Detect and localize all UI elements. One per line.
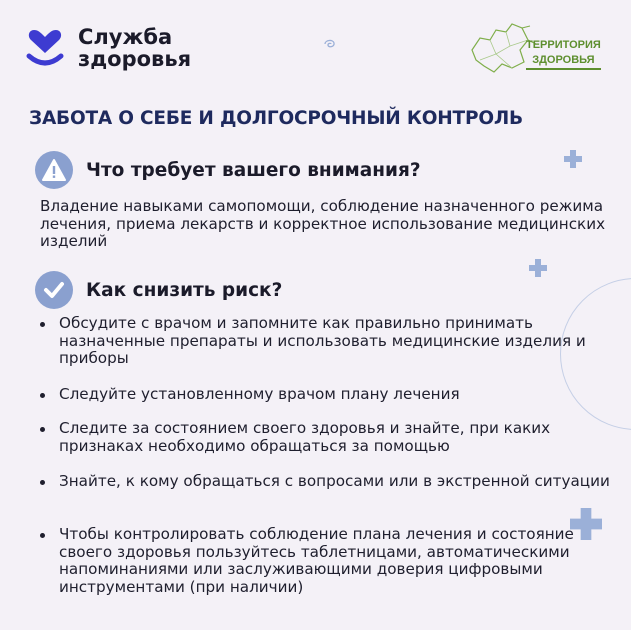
risk-title: Как снизить риск? (86, 279, 283, 301)
attention-text: Владение навыками самопомощи, соблюдение назначенного режима лечения, приема лекарств и корректное использование медицинских изделий (40, 197, 606, 250)
plus-decoration-icon (529, 259, 547, 277)
swirl-decoration-icon (322, 38, 338, 50)
brand-logo (24, 26, 191, 70)
list-item: Чтобы контролировать соблюдение плана лечения и состояние своего здоровья пользуйтесь таблетницами, автоматическими напоминаниями или заслуживающими доверия цифровыми инструментами (при наличии) (38, 526, 630, 596)
partner-name-line1: ТЕРРИТОРИЯ (526, 39, 601, 51)
brand-name-line1: Служба (78, 25, 173, 49)
plus-decoration-icon (564, 150, 582, 168)
attention-heading (35, 151, 421, 189)
warning-icon (35, 151, 73, 189)
list-item: Следуйте установленному врачом плану лечения (38, 386, 630, 404)
list-item: Обсудите с врачом и запомните как правильно принимать назначенные препараты и использовать медицинские изделия и приборы (38, 315, 630, 368)
risk-heading (35, 271, 282, 309)
partner-name (526, 38, 601, 70)
partner-name-line2: ЗДОРОВЬЯ (526, 53, 601, 70)
attention-title: Что требует вашего внимания? (86, 159, 421, 181)
list-item: Следите за состоянием своего здоровья и знайте, при каких признаках необходимо обращаться за помощью (38, 420, 630, 455)
list-item: Знайте, к кому обращаться с вопросами или в экстренной ситуации (38, 473, 630, 491)
heart-smile-icon (24, 28, 66, 68)
partner-logo (466, 20, 612, 78)
page-title: ЗАБОТА О СЕБЕ И ДОЛГОСРОЧНЫЙ КОНТРОЛЬ (29, 108, 523, 129)
brand-name-line2: здоровья (78, 47, 192, 71)
brand-name (78, 26, 191, 70)
check-icon (35, 271, 73, 309)
